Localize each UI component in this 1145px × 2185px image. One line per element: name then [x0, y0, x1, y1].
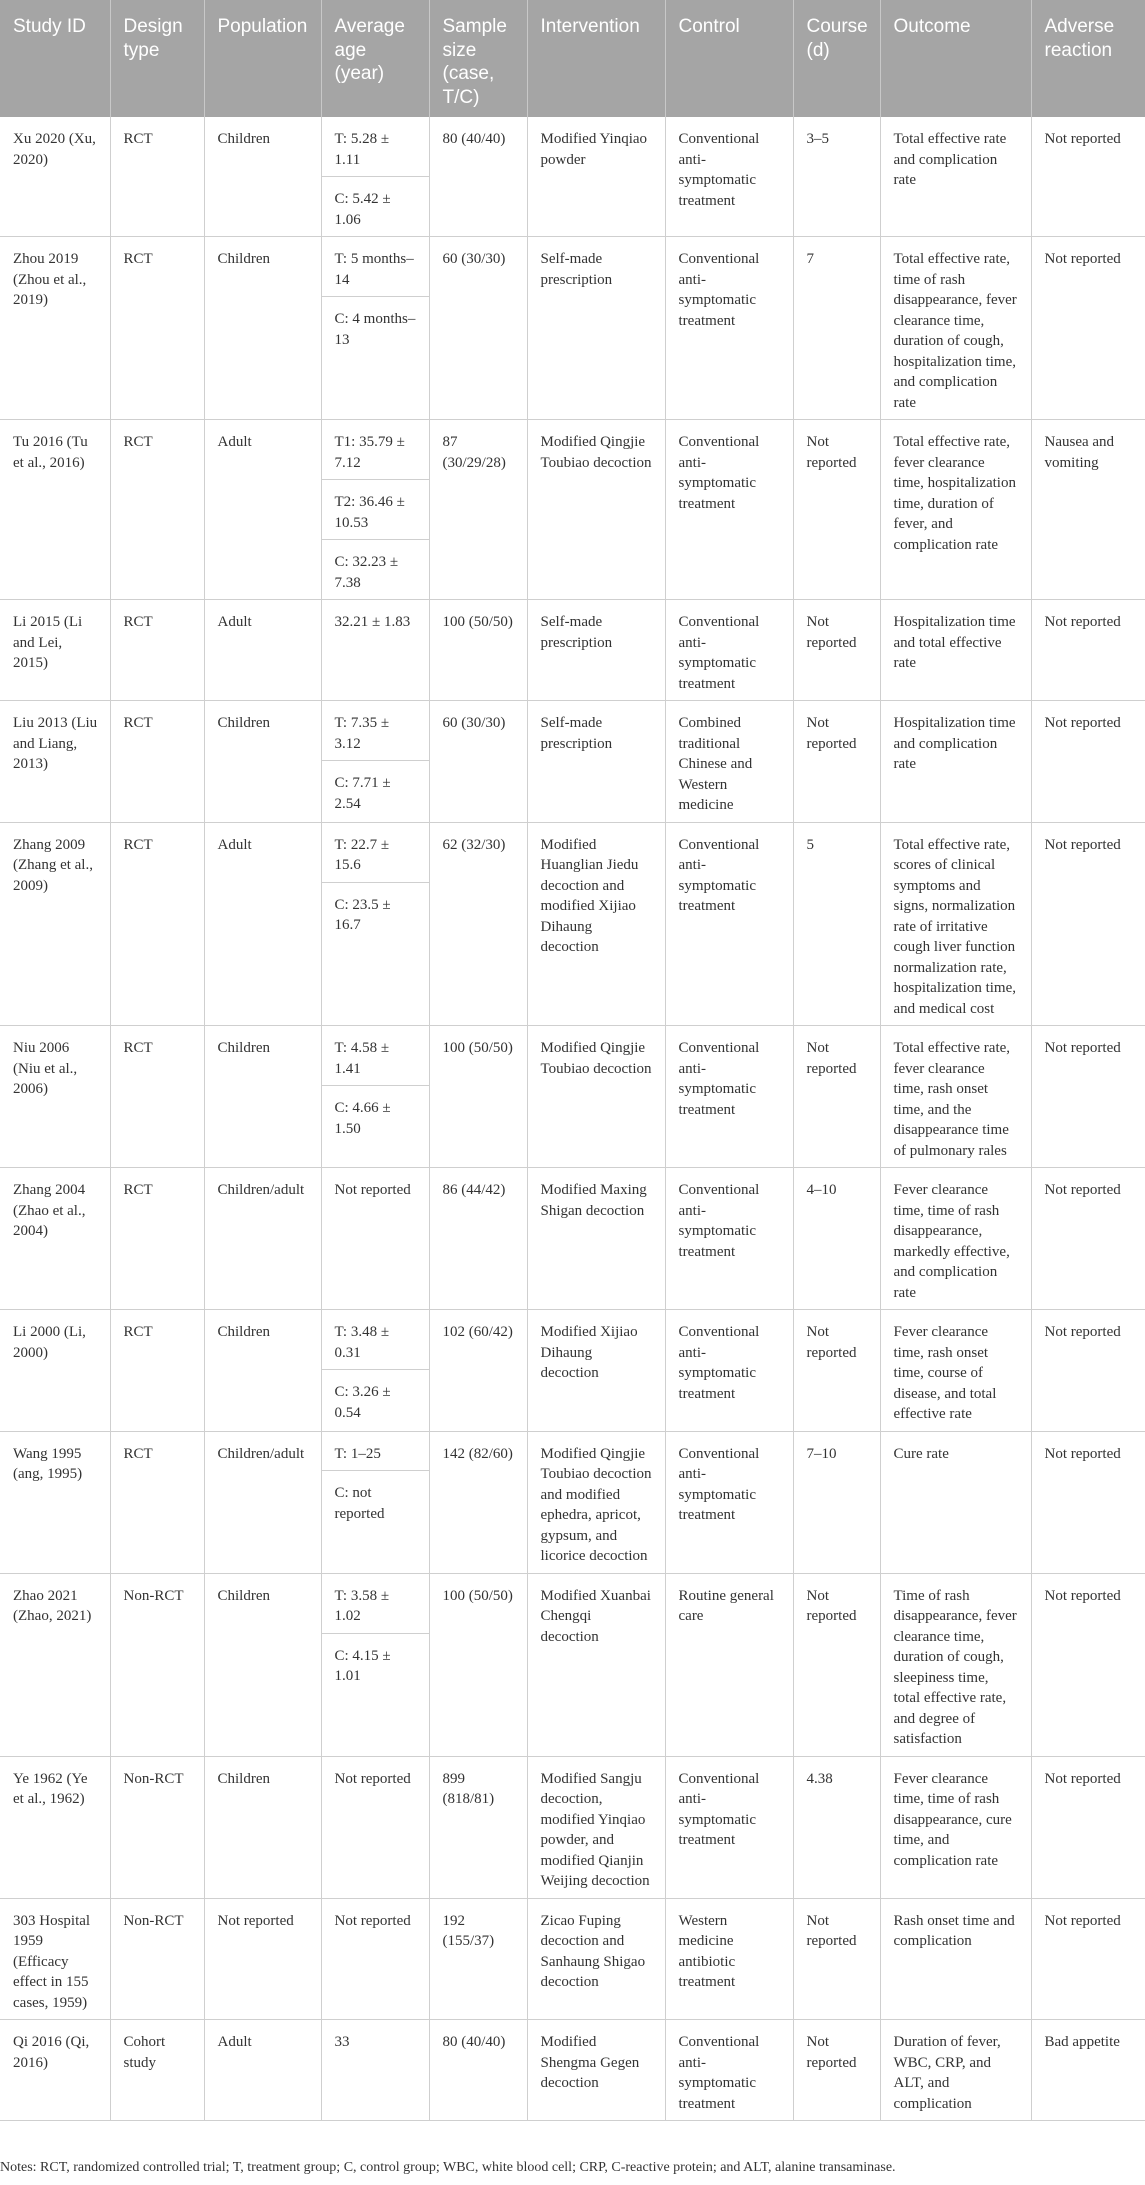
age-subcell: T2: 36.46 ± 10.53 [322, 479, 429, 539]
cell-control: Conventional anti-symptomatic treatment [665, 1310, 793, 1432]
cell-average-age [321, 1573, 429, 1756]
table-row [0, 1756, 1145, 1898]
cell-study-id: Zhang 2004 (Zhao et al., 2004) [0, 1168, 110, 1310]
cell-adverse-reaction: Not reported [1031, 1756, 1145, 1898]
cell-study-id: Zhao 2021 (Zhao, 2021) [0, 1573, 110, 1756]
cell-design-type: Non-RCT [110, 1756, 204, 1898]
cell-adverse-reaction: Not reported [1031, 117, 1145, 237]
cell-course: Not reported [793, 420, 880, 600]
cell-design-type: Non-RCT [110, 1573, 204, 1756]
cell-intervention: Modified Xijiao Dihaung decoction [527, 1310, 665, 1432]
cell-course: 3–5 [793, 117, 880, 237]
cell-average-age [321, 237, 429, 420]
table-row [0, 1026, 1145, 1168]
cell-intervention: Modified Huanglian Jiedu decoction and modified Xijiao Dihaung decoction [527, 822, 665, 1026]
age-subcell: C: 4.15 ± 1.01 [322, 1633, 429, 1693]
cell-control: Routine general care [665, 1573, 793, 1756]
cell-intervention: Self-made prescription [527, 600, 665, 701]
cell-study-id: Zhang 2009 (Zhang et al., 2009) [0, 822, 110, 1026]
column-header-design-type: Design type [110, 0, 204, 117]
cell-course: 4–10 [793, 1168, 880, 1310]
age-subcell: 32.21 ± 1.83 [334, 614, 411, 630]
cell-average-age [321, 1431, 429, 1573]
cell-population: Adult [204, 600, 321, 701]
cell-control: Conventional anti-symptomatic treatment [665, 822, 793, 1026]
cell-average-age [321, 1310, 429, 1432]
table-row [0, 1310, 1145, 1432]
column-header-control: Control [665, 0, 793, 117]
cell-average-age [321, 1898, 429, 2020]
cell-sample-size: 142 (82/60) [429, 1431, 527, 1573]
cell-sample-size: 100 (50/50) [429, 1573, 527, 1756]
cell-course: Not reported [793, 1026, 880, 1168]
cell-course: 7–10 [793, 1431, 880, 1573]
cell-outcome: Fever clearance time, time of rash disappearance, cure time, and complication rate [880, 1756, 1031, 1898]
cell-design-type: RCT [110, 1310, 204, 1432]
cell-design-type: RCT [110, 420, 204, 600]
cell-control: Conventional anti-symptomatic treatment [665, 1168, 793, 1310]
cell-adverse-reaction: Not reported [1031, 600, 1145, 701]
cell-design-type: RCT [110, 600, 204, 701]
cell-control: Western medicine antibiotic treatment [665, 1898, 793, 2020]
age-subcell: T: 4.58 ± 1.41 [334, 1040, 390, 1077]
column-header-population: Population [204, 0, 321, 117]
cell-average-age [321, 117, 429, 237]
cell-average-age [321, 701, 429, 823]
age-subcell: Not reported [334, 1912, 411, 1929]
column-header-study-id: Study ID [0, 0, 110, 117]
table-row [0, 1431, 1145, 1573]
cell-population: Children [204, 1756, 321, 1898]
cell-population: Children [204, 1573, 321, 1756]
cell-adverse-reaction: Not reported [1031, 237, 1145, 420]
cell-course: 7 [793, 237, 880, 420]
age-subcell: C: 4 months–13 [322, 296, 429, 356]
cell-control: Conventional anti-symptomatic treatment [665, 1026, 793, 1168]
cell-design-type: RCT [110, 1168, 204, 1310]
cell-design-type: RCT [110, 701, 204, 823]
cell-intervention: Modified Qingjie Toubiao decoction [527, 420, 665, 600]
cell-sample-size: 60 (30/30) [429, 701, 527, 823]
cell-adverse-reaction: Not reported [1031, 701, 1145, 823]
age-subcell: Not reported [334, 1770, 411, 1787]
cell-design-type: Cohort study [110, 2020, 204, 2121]
cell-course: Not reported [793, 2020, 880, 2121]
cell-average-age [321, 600, 429, 701]
cell-intervention: Self-made prescription [527, 237, 665, 420]
cell-control: Conventional anti-symptomatic treatment [665, 2020, 793, 2121]
cell-course: Not reported [793, 1573, 880, 1756]
cell-average-age [321, 822, 429, 1026]
cell-design-type: Non-RCT [110, 1898, 204, 2020]
cell-intervention: Modified Sangju decoction, modified Yinqiao powder, and modified Qianjin Weijing decoction [527, 1756, 665, 1898]
cell-population: Children [204, 1026, 321, 1168]
cell-study-id: Zhou 2019 (Zhou et al., 2019) [0, 237, 110, 420]
cell-outcome: Total effective rate, fever clearance time, hospitalization time, duration of fever, and complication rate [880, 420, 1031, 600]
cell-population: Adult [204, 2020, 321, 2121]
table-row [0, 117, 1145, 237]
cell-study-id: Niu 2006 (Niu et al., 2006) [0, 1026, 110, 1168]
cell-population: Children/adult [204, 1168, 321, 1310]
cell-adverse-reaction: Nausea and vomiting [1031, 420, 1145, 600]
cell-design-type: RCT [110, 1431, 204, 1573]
cell-sample-size: 192 (155/37) [429, 1898, 527, 2020]
cell-course: 4.38 [793, 1756, 880, 1898]
cell-course: 5 [793, 822, 880, 1026]
age-subcell: T: 5.28 ± 1.11 [334, 131, 390, 168]
cell-sample-size: 899 (818/81) [429, 1756, 527, 1898]
cell-average-age [321, 1168, 429, 1310]
cell-outcome: Hospitalization time and total effective rate [880, 600, 1031, 701]
cell-population: Children [204, 1310, 321, 1432]
cell-sample-size: 102 (60/42) [429, 1310, 527, 1432]
cell-outcome: Hospitalization time and complication rate [880, 701, 1031, 823]
cell-course: Not reported [793, 1310, 880, 1432]
cell-adverse-reaction: Not reported [1031, 1898, 1145, 2020]
age-subcell: T: 1–25 [334, 1445, 381, 1462]
cell-outcome: Duration of fever, WBC, CRP, and ALT, and complication [880, 2020, 1031, 2121]
age-subcell: C: 7.71 ± 2.54 [322, 760, 429, 820]
cell-design-type: RCT [110, 1026, 204, 1168]
table-header-row [0, 0, 1145, 117]
table-row [0, 1898, 1145, 2020]
cell-outcome: Total effective rate and complication rate [880, 117, 1031, 237]
age-subcell: T: 5 months–14 [334, 251, 414, 288]
cell-population: Not reported [204, 1898, 321, 2020]
age-subcell: C: not reported [322, 1470, 429, 1530]
cell-population: Children [204, 117, 321, 237]
cell-population: Children [204, 237, 321, 420]
cell-intervention: Zicao Fuping decoction and Sanhaung Shigao decoction [527, 1898, 665, 2020]
cell-study-id: Li 2000 (Li, 2000) [0, 1310, 110, 1432]
table-row [0, 1573, 1145, 1756]
age-subcell: C: 4.66 ± 1.50 [322, 1085, 429, 1145]
cell-sample-size: 62 (32/30) [429, 822, 527, 1026]
table-row [0, 1168, 1145, 1310]
table-body [0, 117, 1145, 2121]
age-subcell: Not reported [334, 1182, 411, 1198]
cell-intervention: Modified Shengma Gegen decoction [527, 2020, 665, 2121]
cell-control: Combined traditional Chinese and Western medicine [665, 701, 793, 823]
cell-outcome: Time of rash disappearance, fever clearance time, duration of cough, sleepiness time, total effective rate, and degree of satisfaction [880, 1573, 1031, 1756]
age-subcell: C: 5.42 ± 1.06 [322, 176, 429, 236]
cell-adverse-reaction: Not reported [1031, 822, 1145, 1026]
cell-sample-size: 60 (30/30) [429, 237, 527, 420]
cell-control: Conventional anti-symptomatic treatment [665, 117, 793, 237]
column-header-course: Course (d) [793, 0, 880, 117]
cell-course: Not reported [793, 701, 880, 823]
table-row [0, 420, 1145, 600]
cell-outcome: Cure rate [880, 1431, 1031, 1573]
cell-population: Children [204, 701, 321, 823]
column-header-adverse-reaction: Adverse reaction [1031, 0, 1145, 117]
age-subcell: C: 3.26 ± 0.54 [322, 1369, 429, 1429]
cell-intervention: Modified Yinqiao powder [527, 117, 665, 237]
cell-design-type: RCT [110, 237, 204, 420]
cell-design-type: RCT [110, 822, 204, 1026]
cell-intervention: Modified Qingjie Toubiao decoction and modified ephedra, apricot, gypsum, and licorice decoction [527, 1431, 665, 1573]
column-header-outcome: Outcome [880, 0, 1031, 117]
cell-average-age [321, 2020, 429, 2121]
cell-control: Conventional anti-symptomatic treatment [665, 600, 793, 701]
age-subcell: T: 3.48 ± 0.31 [334, 1324, 390, 1361]
cell-study-id: 303 Hospital 1959 (Efficacy effect in 155 cases, 1959) [0, 1898, 110, 2020]
cell-population: Adult [204, 822, 321, 1026]
cell-intervention: Modified Xuanbai Chengqi decoction [527, 1573, 665, 1756]
cell-population: Adult [204, 420, 321, 600]
cell-sample-size: 86 (44/42) [429, 1168, 527, 1310]
cell-control: Conventional anti-symptomatic treatment [665, 1756, 793, 1898]
table-notes: Notes: RCT, randomized controlled trial; T, treatment group; C, control group; WBC, white blood cell; CRP, C-reactive protein; and ALT, alanine transaminase. [0, 2160, 896, 2175]
cell-adverse-reaction: Bad appetite [1031, 2020, 1145, 2121]
age-subcell: C: 23.5 ± 16.7 [322, 882, 429, 942]
cell-study-id: Xu 2020 (Xu, 2020) [0, 117, 110, 237]
cell-adverse-reaction: Not reported [1031, 1310, 1145, 1432]
cell-adverse-reaction: Not reported [1031, 1573, 1145, 1756]
cell-average-age [321, 1026, 429, 1168]
column-header-sample-size: Sample size (case, T/C) [429, 0, 527, 117]
cell-sample-size: 87 (30/29/28) [429, 420, 527, 600]
column-header-average-age: Average age (year) [321, 0, 429, 117]
cell-sample-size: 100 (50/50) [429, 600, 527, 701]
age-subcell: 33 [334, 2034, 350, 2050]
table-row [0, 701, 1145, 823]
cell-outcome: Rash onset time and complication [880, 1898, 1031, 2020]
cell-intervention: Self-made prescription [527, 701, 665, 823]
table-row [0, 822, 1145, 1026]
cell-study-id: Liu 2013 (Liu and Liang, 2013) [0, 701, 110, 823]
cell-outcome: Fever clearance time, time of rash disappearance, markedly effective, and complication rate [880, 1168, 1031, 1310]
column-header-intervention: Intervention [527, 0, 665, 117]
age-subcell: T: 22.7 ± 15.6 [334, 836, 390, 873]
cell-adverse-reaction: Not reported [1031, 1168, 1145, 1310]
cell-design-type: RCT [110, 117, 204, 237]
cell-average-age [321, 1756, 429, 1898]
cell-control: Conventional anti-symptomatic treatment [665, 1431, 793, 1573]
age-subcell: T: 3.58 ± 1.02 [334, 1587, 390, 1624]
cell-outcome: Fever clearance time, rash onset time, course of disease, and total effective rate [880, 1310, 1031, 1432]
cell-outcome: Total effective rate, scores of clinical symptoms and signs, normalization rate of irritative cough liver function normalization rate, hospitalization time, and medical cost [880, 822, 1031, 1026]
cell-adverse-reaction: Not reported [1031, 1431, 1145, 1573]
cell-study-id: Wang 1995 (ang, 1995) [0, 1431, 110, 1573]
cell-study-id: Ye 1962 (Ye et al., 1962) [0, 1756, 110, 1898]
cell-outcome: Total effective rate, fever clearance time, rash onset time, and the disappearance time of pulmonary rales [880, 1026, 1031, 1168]
cell-study-id: Li 2015 (Li and Lei, 2015) [0, 600, 110, 701]
cell-course: Not reported [793, 600, 880, 701]
cell-study-id: Qi 2016 (Qi, 2016) [0, 2020, 110, 2121]
cell-sample-size: 80 (40/40) [429, 2020, 527, 2121]
table-row [0, 237, 1145, 420]
cell-sample-size: 80 (40/40) [429, 117, 527, 237]
cell-population: Children/adult [204, 1431, 321, 1573]
cell-sample-size: 100 (50/50) [429, 1026, 527, 1168]
age-subcell: C: 32.23 ± 7.38 [322, 539, 429, 599]
cell-outcome: Total effective rate, time of rash disappearance, fever clearance time, duration of cough, hospitalization time, and complication rate [880, 237, 1031, 420]
cell-average-age [321, 420, 429, 600]
cell-adverse-reaction: Not reported [1031, 1026, 1145, 1168]
cell-intervention: Modified Qingjie Toubiao decoction [527, 1026, 665, 1168]
table-row [0, 2020, 1145, 2121]
cell-intervention: Modified Maxing Shigan decoction [527, 1168, 665, 1310]
cell-control: Conventional anti-symptomatic treatment [665, 237, 793, 420]
age-subcell: T: 7.35 ± 3.12 [334, 715, 390, 752]
table-row [0, 600, 1145, 701]
cell-control: Conventional anti-symptomatic treatment [665, 420, 793, 600]
cell-course: Not reported [793, 1898, 880, 2020]
age-subcell: T1: 35.79 ± 7.12 [334, 434, 405, 471]
cell-study-id: Tu 2016 (Tu et al., 2016) [0, 420, 110, 600]
